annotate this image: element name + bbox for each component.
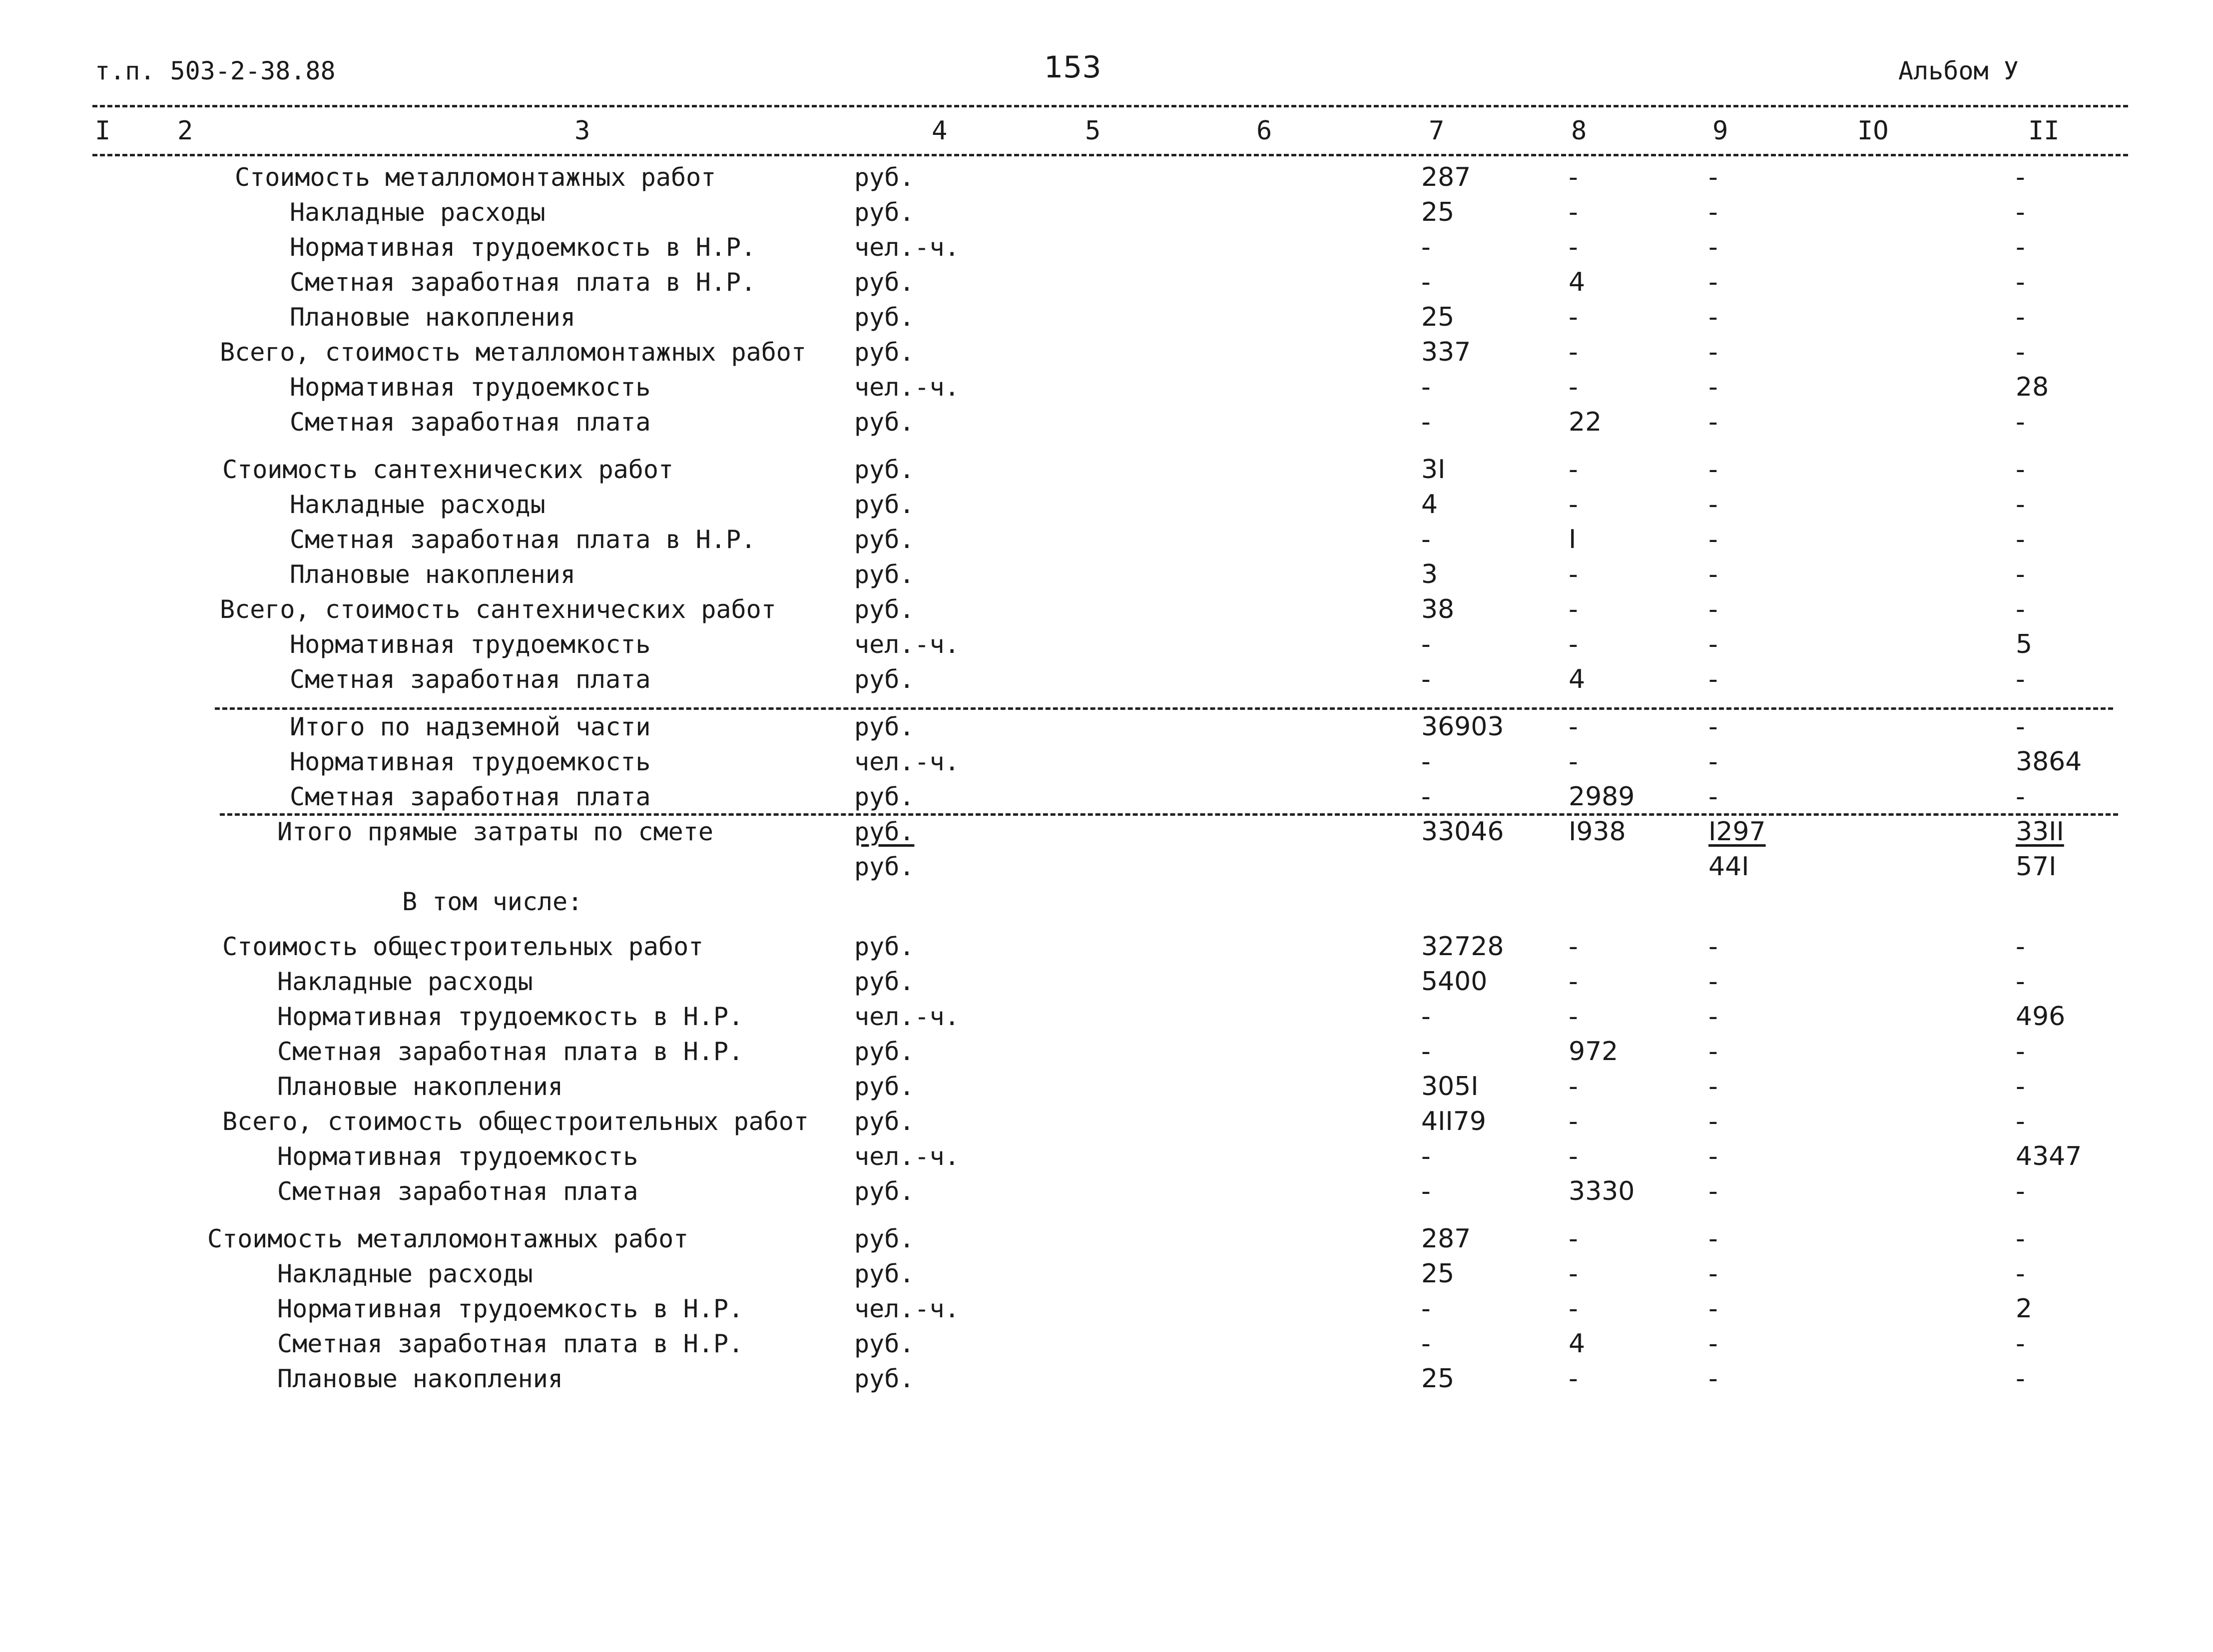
unit-cell: руб. xyxy=(854,1177,915,1206)
col7-value: - xyxy=(1421,782,1431,812)
unit-cell: руб. xyxy=(854,665,915,694)
unit-cell: руб. xyxy=(854,1364,915,1393)
col9-value: - xyxy=(1708,267,1718,297)
col11-value: - xyxy=(2016,1176,2025,1206)
col11-value: - xyxy=(2016,407,2025,437)
col11-value: - xyxy=(2016,782,2025,812)
col11-value: - xyxy=(2016,594,2025,624)
unit-cell: руб. xyxy=(854,1072,915,1101)
col7-value: 3 xyxy=(1421,559,1438,589)
unit-cell: руб. xyxy=(854,455,915,484)
col9-value: - xyxy=(1708,1329,1718,1359)
row-label: Стоимость сантехнических работ xyxy=(222,455,674,484)
col8-value: - xyxy=(1569,1141,1578,1171)
row-label: Сметная заработная плата в Н.Р. xyxy=(290,525,756,554)
row-label: Нормативная трудоемкость в Н.Р. xyxy=(277,1294,744,1323)
col7-value: 4 xyxy=(1421,490,1438,520)
col7-value: - xyxy=(1421,407,1431,437)
unit-cell: руб. xyxy=(854,268,915,297)
col11-value: - xyxy=(2016,1364,2025,1394)
col7-value: 305I xyxy=(1421,1072,1479,1101)
col8-value: 2989 xyxy=(1569,782,1635,812)
row-label: Итого прямые затраты по смете xyxy=(277,817,713,846)
col11-value: - xyxy=(2016,525,2025,554)
unit-cell: руб. xyxy=(854,712,915,741)
col11-value: - xyxy=(2016,455,2025,485)
col7-value: - xyxy=(1421,1329,1431,1359)
col9-value: - xyxy=(1708,407,1718,437)
header-bottom-rule xyxy=(92,154,2128,156)
col7-value: 25 xyxy=(1421,1259,1455,1289)
unit-cell: руб. xyxy=(854,1107,915,1136)
col11-value: - xyxy=(2016,1106,2025,1136)
col8-value: - xyxy=(1569,629,1578,659)
unit-cell: руб. xyxy=(854,303,915,332)
row-label: Нормативная трудоемкость xyxy=(290,747,651,776)
col9-value: - xyxy=(1708,629,1718,659)
column-number: 5 xyxy=(1085,116,1101,146)
col8-value: - xyxy=(1569,712,1578,742)
column-number: 4 xyxy=(932,116,948,146)
row-label: Плановые накопления xyxy=(277,1072,563,1101)
col7-value: - xyxy=(1421,1002,1431,1032)
col8-value: - xyxy=(1569,559,1578,589)
col11-value: 496 xyxy=(2016,1002,2066,1032)
column-number: 2 xyxy=(177,116,193,146)
col8-value: - xyxy=(1569,197,1578,227)
col8-value: - xyxy=(1569,967,1578,997)
row-label: Нормативная трудоемкость xyxy=(290,630,651,659)
col8-value: 3330 xyxy=(1569,1176,1635,1206)
row-label: Стоимость металломонтажных работ xyxy=(235,163,716,192)
row-label: Накладные расходы xyxy=(277,967,533,996)
col9-value: - xyxy=(1708,594,1718,624)
col7-value: - xyxy=(1421,267,1431,297)
col7-value: 25 xyxy=(1421,1364,1455,1394)
col11-value: - xyxy=(2016,1037,2025,1067)
col8-value: - xyxy=(1569,337,1578,367)
col11-value: 33II xyxy=(2016,817,2064,847)
row-label: В том числе: xyxy=(402,887,583,916)
unit-cell: руб. xyxy=(854,782,915,811)
col11-value: - xyxy=(2016,337,2025,367)
col11-value: 5 xyxy=(2016,629,2033,659)
row-label: Сметная заработная плата в Н.Р. xyxy=(277,1329,744,1358)
col8-value: - xyxy=(1569,455,1578,485)
row-label: Сметная заработная плата xyxy=(277,1177,638,1206)
document-code: т.п. 503-2-38.88 xyxy=(95,56,336,85)
col8-value: 972 xyxy=(1569,1037,1619,1067)
unit-cell: руб. xyxy=(854,408,915,437)
col9-value: - xyxy=(1708,967,1718,997)
row-label: Сметная заработная плата xyxy=(290,665,651,694)
unit-cell: руб. xyxy=(854,1259,915,1288)
col7-value: 36903 xyxy=(1421,712,1504,742)
row-label: Плановые накопления xyxy=(290,560,575,589)
col9-value: - xyxy=(1708,1106,1718,1136)
col11-value: - xyxy=(2016,664,2025,694)
col7-value: - xyxy=(1421,629,1431,659)
col9-value: - xyxy=(1708,1176,1718,1206)
row-label: Сметная заработная плата в Н.Р. xyxy=(277,1037,744,1066)
unit-cell: чел.-ч. xyxy=(854,373,960,402)
row-label: Нормативная трудоемкость в Н.Р. xyxy=(277,1002,744,1031)
col9-value: - xyxy=(1708,372,1718,402)
col8-value: - xyxy=(1569,1259,1578,1289)
row-label: Всего, стоимость сантехнических работ xyxy=(220,595,776,624)
col11-value: - xyxy=(2016,712,2025,742)
col7-value: - xyxy=(1421,1176,1431,1206)
unit-cell: руб. xyxy=(854,1037,915,1066)
unit-cell: руб. xyxy=(854,560,915,589)
col9-value: - xyxy=(1708,525,1718,554)
row-label: Нормативная трудоемкость xyxy=(290,373,651,402)
column-number: 3 xyxy=(574,116,590,146)
column-number: IO xyxy=(1857,116,1889,146)
col8-value: - xyxy=(1569,372,1578,402)
col8-value: - xyxy=(1569,1002,1578,1032)
col9-value: 44I xyxy=(1708,852,1749,882)
unit-cell: руб. xyxy=(854,1329,915,1358)
unit-cell: чел.-ч. xyxy=(854,1294,960,1323)
row-label: Плановые накопления xyxy=(277,1364,563,1393)
unit-cell: руб. xyxy=(854,932,915,961)
col8-value: - xyxy=(1569,747,1578,777)
col11-value: - xyxy=(2016,1072,2025,1101)
col11-value: - xyxy=(2016,932,2025,962)
col7-value: 33046 xyxy=(1421,817,1504,847)
col9-value: - xyxy=(1708,712,1718,742)
col7-value: - xyxy=(1421,664,1431,694)
col7-value: - xyxy=(1421,747,1431,777)
col9-value: - xyxy=(1708,232,1718,262)
col8-value: - xyxy=(1569,1364,1578,1394)
col9-value: - xyxy=(1708,162,1718,192)
col9-value: - xyxy=(1708,1072,1718,1101)
col7-value: 287 xyxy=(1421,162,1471,192)
row-label: Стоимость общестроительных работ xyxy=(222,932,704,961)
col9-value: - xyxy=(1708,559,1718,589)
col8-value: - xyxy=(1569,1294,1578,1324)
album-label: Альбом У xyxy=(1898,56,2019,85)
col8-value: 4 xyxy=(1569,267,1586,297)
row-label: Всего, стоимость общестроительных работ xyxy=(222,1107,809,1136)
row-label: Всего, стоимость металломонтажных работ xyxy=(220,338,806,367)
col7-value: - xyxy=(1421,525,1431,554)
col9-value: - xyxy=(1708,337,1718,367)
col8-value: - xyxy=(1569,232,1578,262)
col7-value: 3I xyxy=(1421,455,1446,485)
col9-value: - xyxy=(1708,490,1718,520)
row-label: Накладные расходы xyxy=(277,1259,533,1288)
col8-value: - xyxy=(1569,162,1578,192)
col9-value: - xyxy=(1708,1002,1718,1032)
col7-value: - xyxy=(1421,372,1431,402)
col9-value: I297 xyxy=(1708,817,1766,847)
col7-value: 25 xyxy=(1421,302,1455,332)
col8-value: - xyxy=(1569,594,1578,624)
unit-cell: руб. xyxy=(854,817,915,846)
col11-value: - xyxy=(2016,302,2025,332)
col8-value: - xyxy=(1569,1072,1578,1101)
row-label: Нормативная трудоемкость в Н.Р. xyxy=(290,233,756,262)
unit-cell: чел.-ч. xyxy=(854,1002,960,1031)
column-number: I xyxy=(95,116,111,146)
col11-value: 3864 xyxy=(2016,747,2082,777)
col11-value: - xyxy=(2016,967,2025,997)
column-number: II xyxy=(2028,116,2060,146)
unit-cell: руб. xyxy=(854,338,915,367)
col11-value: 2 xyxy=(2016,1294,2033,1324)
unit-cell: чел.-ч. xyxy=(854,630,960,659)
col11-value: - xyxy=(2016,197,2025,227)
col9-value: - xyxy=(1708,1224,1718,1254)
col7-value: - xyxy=(1421,232,1431,262)
unit-cell: руб. xyxy=(854,852,915,881)
col7-value: 5400 xyxy=(1421,967,1488,997)
col11-value: - xyxy=(2016,559,2025,589)
col11-value: 4347 xyxy=(2016,1141,2082,1171)
col9-value: - xyxy=(1708,197,1718,227)
unit-cell: руб. xyxy=(854,198,915,227)
column-number: 8 xyxy=(1571,116,1587,146)
col8-value: I938 xyxy=(1569,817,1626,847)
col11-value: 57I xyxy=(2016,852,2057,882)
col9-value: - xyxy=(1708,1141,1718,1171)
col7-value: - xyxy=(1421,1294,1431,1324)
row-label: Плановые накопления xyxy=(290,303,575,332)
unit-cell: чел.-ч. xyxy=(854,1142,960,1171)
page-number: 153 xyxy=(1044,50,1102,85)
col9-value: - xyxy=(1708,782,1718,812)
row-label: Стоимость металломонтажных работ xyxy=(207,1224,689,1253)
col7-value: - xyxy=(1421,1037,1431,1067)
col11-value: - xyxy=(2016,232,2025,262)
row-label: Накладные расходы xyxy=(290,198,546,227)
col9-value: - xyxy=(1708,1037,1718,1067)
col8-value: I xyxy=(1569,525,1577,554)
column-number: 7 xyxy=(1429,116,1445,146)
section-rule xyxy=(220,813,2118,816)
col8-value: 4 xyxy=(1569,1329,1586,1359)
col7-value: 32728 xyxy=(1421,932,1504,962)
unit-cell: руб. xyxy=(854,490,915,519)
col9-value: - xyxy=(1708,747,1718,777)
col9-value: - xyxy=(1708,1294,1718,1324)
col7-value: 25 xyxy=(1421,197,1455,227)
col11-value: - xyxy=(2016,490,2025,520)
col11-value: - xyxy=(2016,267,2025,297)
row-label: Итого по надземной части xyxy=(290,712,651,741)
col7-value: 4II79 xyxy=(1421,1106,1486,1136)
header-top-rule xyxy=(92,105,2128,107)
col7-value: - xyxy=(1421,1141,1431,1171)
col8-value: 4 xyxy=(1569,664,1586,694)
col11-value: - xyxy=(2016,162,2025,192)
unit-cell: руб. xyxy=(854,525,915,554)
col11-value: - xyxy=(2016,1259,2025,1289)
unit-cell: руб. xyxy=(854,1224,915,1253)
column-number: 9 xyxy=(1712,116,1728,146)
col11-value: - xyxy=(2016,1329,2025,1359)
unit-cell: руб. xyxy=(854,595,915,624)
row-label: Сметная заработная плата xyxy=(290,782,651,811)
col11-value: - xyxy=(2016,1224,2025,1254)
col9-value: - xyxy=(1708,302,1718,332)
row-label: Накладные расходы xyxy=(290,490,546,519)
unit-cell: руб. xyxy=(854,163,915,192)
col8-value: - xyxy=(1569,1224,1578,1254)
col8-value: - xyxy=(1569,490,1578,520)
column-number: 6 xyxy=(1256,116,1272,146)
col8-value: - xyxy=(1569,302,1578,332)
row-label: Сметная заработная плата xyxy=(290,408,651,437)
col7-value: 38 xyxy=(1421,594,1455,624)
col9-value: - xyxy=(1708,664,1718,694)
col9-value: - xyxy=(1708,932,1718,962)
col8-value: - xyxy=(1569,1106,1578,1136)
col9-value: - xyxy=(1708,1259,1718,1289)
col8-value: 22 xyxy=(1569,407,1602,437)
unit-cell: руб. xyxy=(854,967,915,996)
row-label: Нормативная трудоемкость xyxy=(277,1142,638,1171)
col7-value: 337 xyxy=(1421,337,1471,367)
unit-cell: чел.-ч. xyxy=(854,747,960,776)
unit-cell: чел.-ч. xyxy=(854,233,960,262)
col9-value: - xyxy=(1708,1364,1718,1394)
col7-value: 287 xyxy=(1421,1224,1471,1254)
col8-value: - xyxy=(1569,932,1578,962)
section-rule xyxy=(215,707,2113,710)
col9-value: - xyxy=(1708,455,1718,485)
col11-value: 28 xyxy=(2016,372,2049,402)
row-label: Сметная заработная плата в Н.Р. xyxy=(290,268,756,297)
